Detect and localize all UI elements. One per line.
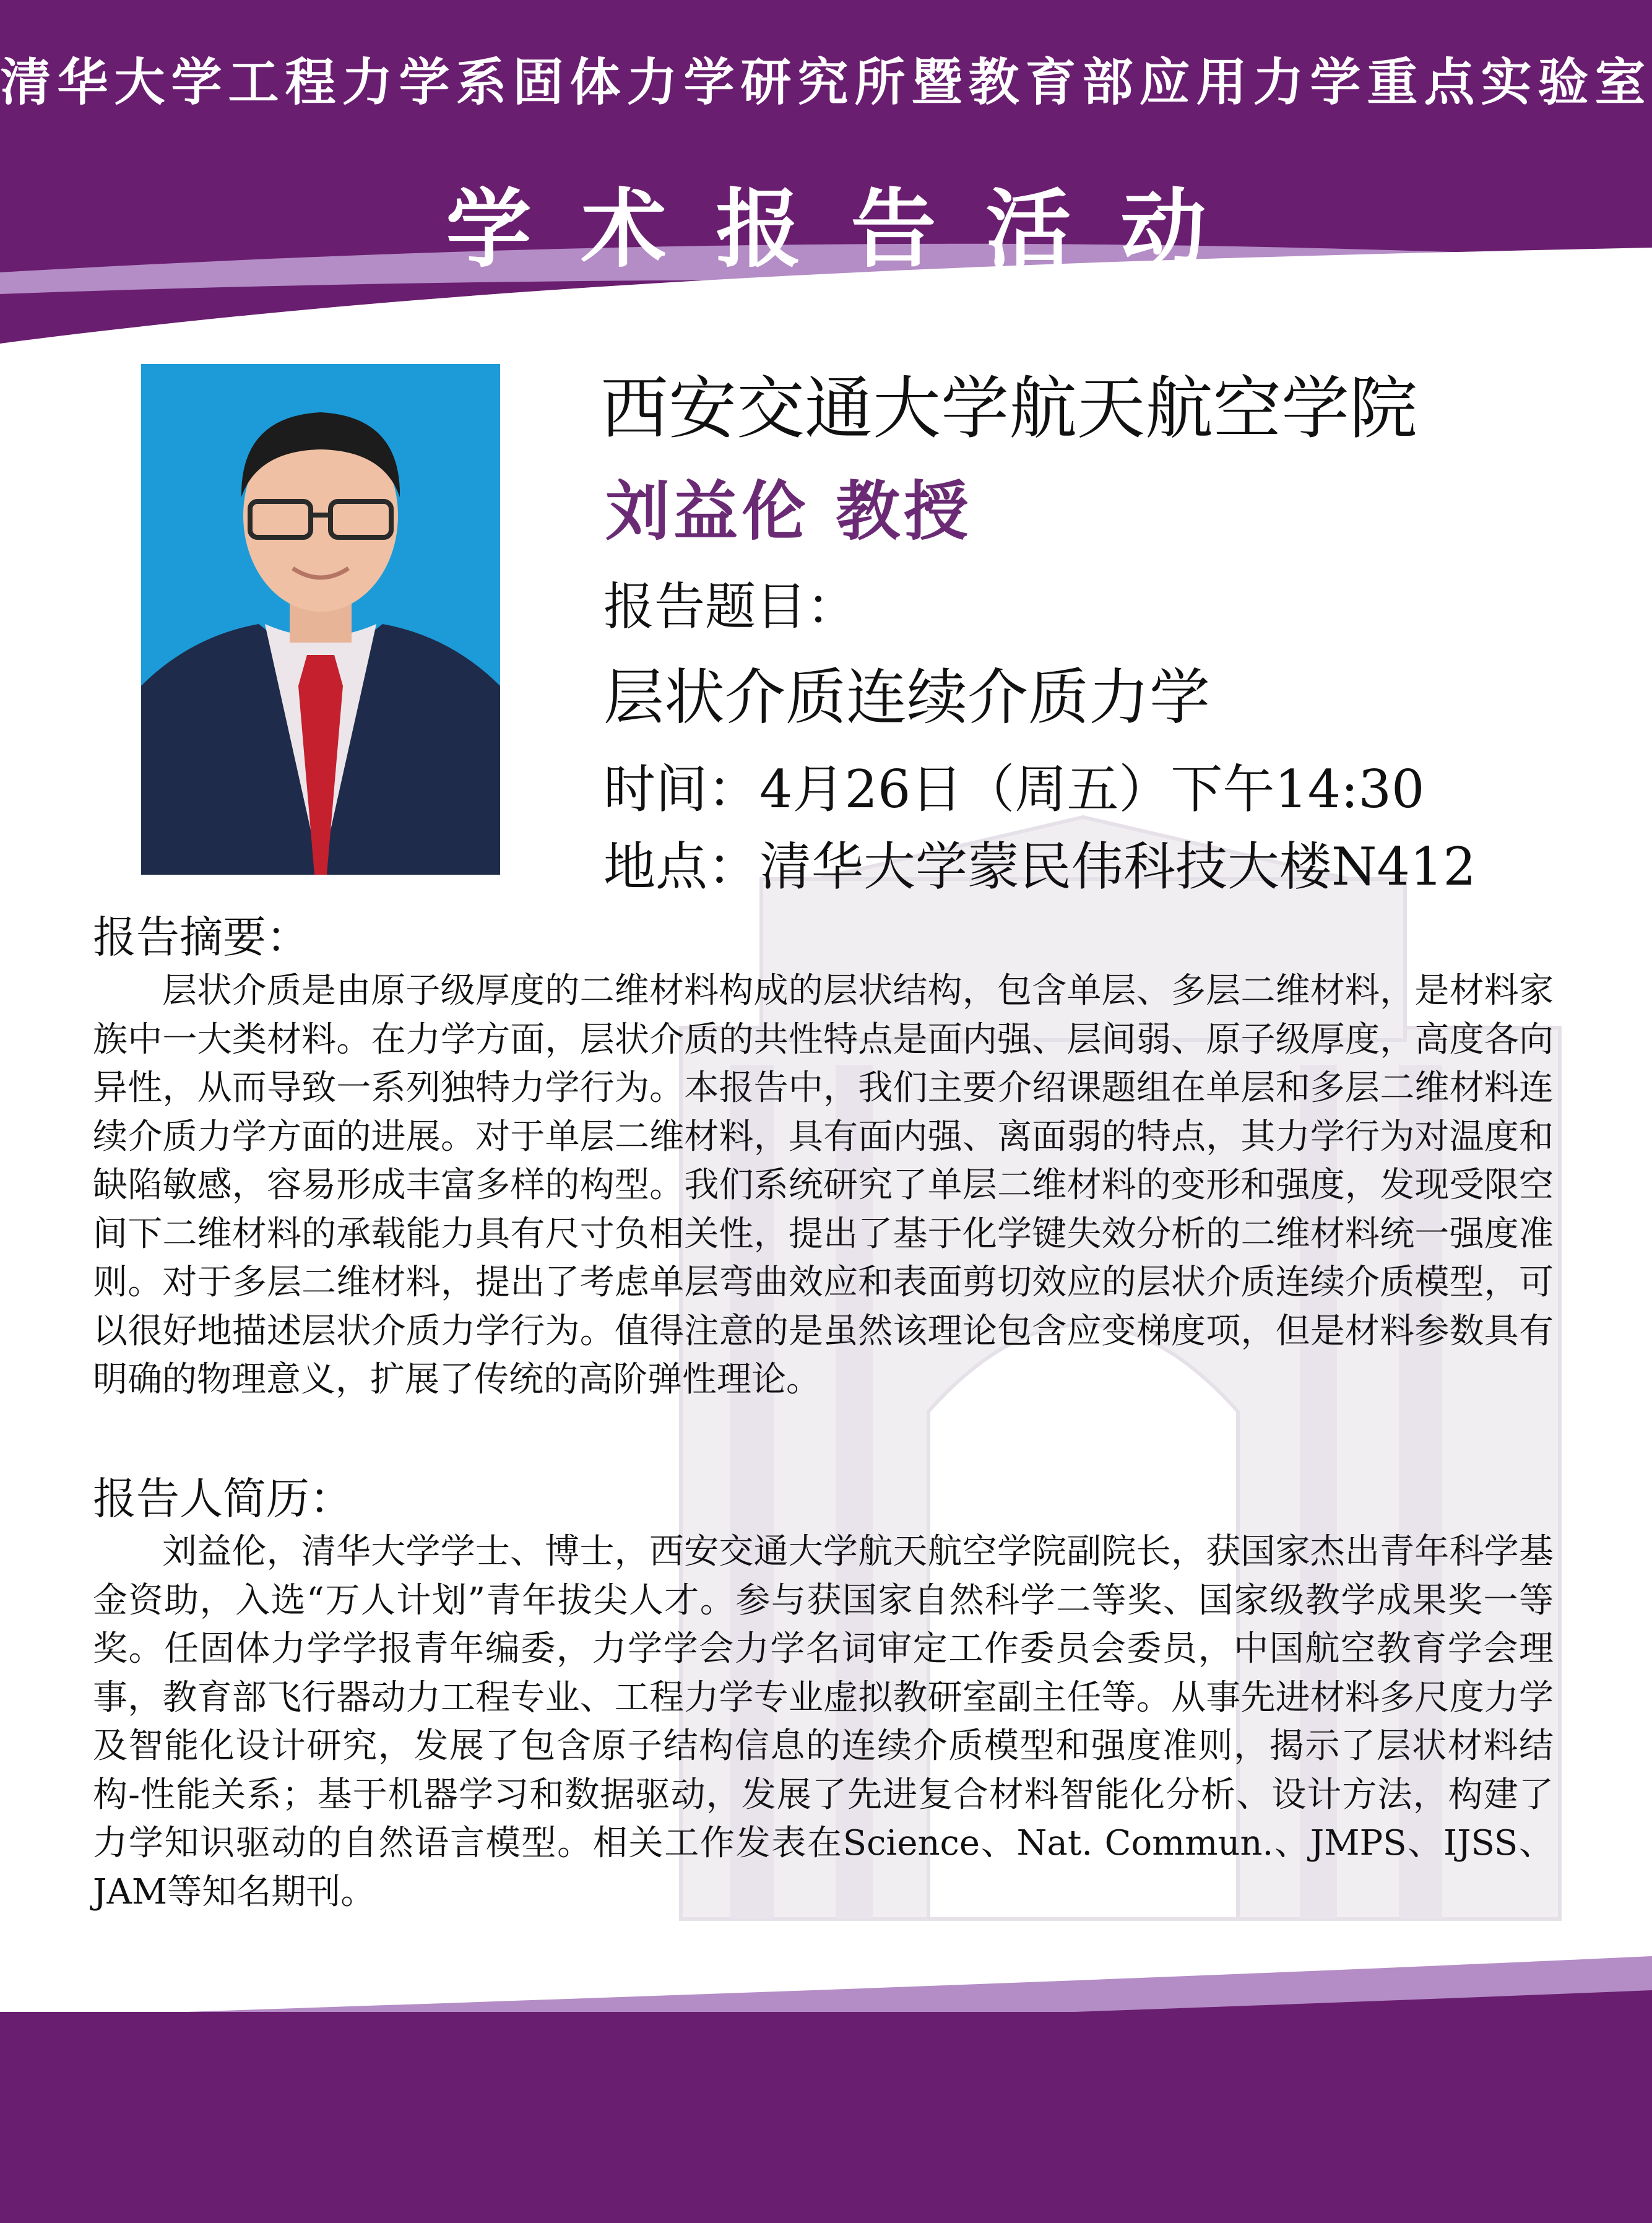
event-title: 学术报告活动 (446, 178, 1256, 279)
abstract-text: 层状介质是由原子级厚度的二维材料构成的层状结构，包含单层、多层二维材料，是材料家族中一大类材料。在力学方面，层状介质的共性特点是面内强、层间弱、原子级厚度，高度各向异性，从而导致一系列独特力学行为。本报告中，我们主要介绍课题组在单层和多层二维材料连续介质力学方面的进展。对于单层二维材料，具有面内强、离面弱的特点，其力学行为对温度和缺陷敏感，容易形成丰富多样的构型。我们系统研究了单层二维材料的变形和强度，发现受限空间下二维材料的承载能力具有尺寸负相关性，提出了基于化学键失效分析的二维材料统一强度准则。对于多层二维材料，提出了考虑单层弯曲效应和表面剪切效应的层状介质连续介质模型，可以很好地描述层状介质力学行为。值得注意的是虽然该理论包含应变梯度项，但是材料参数具有明确的物理意义，扩展了传统的高阶弹性理论。 (93, 971, 1554, 1400)
abstract-heading: 报告摘要： (93, 912, 309, 963)
talk-place: 地点：清华大学蒙民伟科技大楼N412 (603, 836, 1476, 897)
speaker-photo (141, 364, 500, 875)
speaker-portrait (141, 364, 500, 875)
speaker-institution: 西安交通大学航天航空学院 (600, 369, 1417, 448)
topic-label: 报告题目： (603, 578, 858, 636)
bio-text: 刘益伦，清华大学学士、博士，西安交通大学航天航空学院副院长，获国家杰出青年科学基金资助，入选“万人计划”青年拔尖人才。参与获国家自然科学二等奖、国家级教学成果奖一等奖。任固体力学学报青年编委，力学学会力学名词审定工作委员会委员，中国航空教育学会理事，教育部飞行器动力工程专业、工程力学专业虚拟教研室副主任等。从事先进材料多尺度力学及智能化设计研究，发展了包含原子结构信息的连续介质模型和强度准则，揭示了层状材料结构-性能关系；基于机器学习和数据驱动，发展了先进复合材料智能化分析、设计方法，构建了力学知识驱动的自然语言模型。相关工作发表在Science、Nat. Commun.、JMPS、IJSS、JAM等知名期刊。 (93, 1532, 1554, 1912)
bio-heading: 报告人简历： (93, 1473, 353, 1524)
lab-name: 清华大学工程力学系固体力学研究所暨教育部应用力学重点实验室 (0, 53, 1652, 112)
speaker-name-title: 刘益伦 教授 (605, 473, 972, 549)
talk-topic: 层状介质连续介质力学 (603, 662, 1211, 733)
talk-time: 时间：4月26日（周五）下午14:30 (603, 759, 1425, 820)
bottom-banner (0, 2012, 1652, 2223)
